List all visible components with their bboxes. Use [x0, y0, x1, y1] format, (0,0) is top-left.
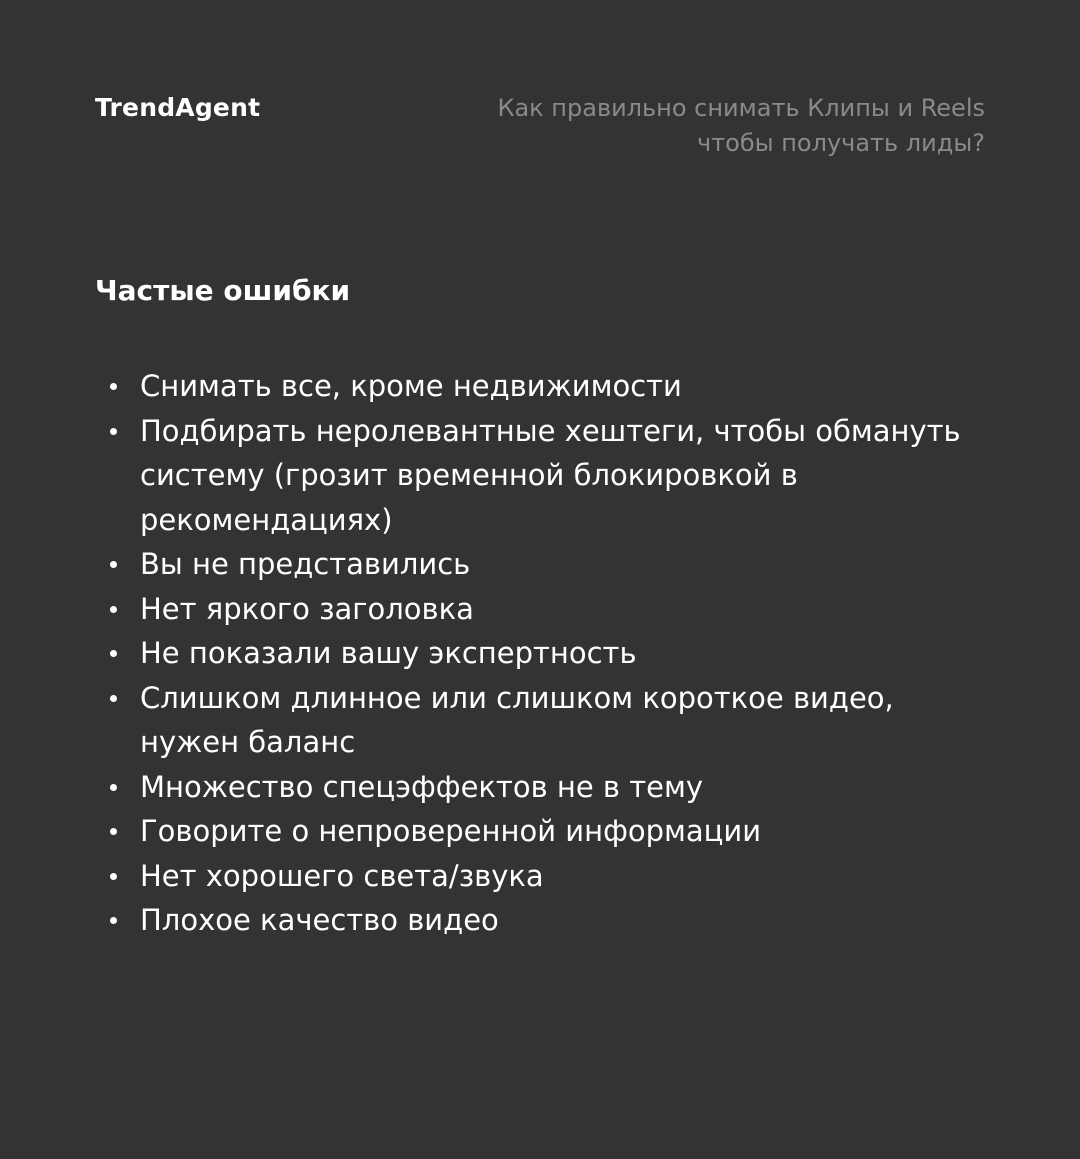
bullet-icon: [110, 873, 117, 880]
list-item-text: Множество спецэффектов не в тему: [140, 769, 703, 804]
list-item: [106, 809, 986, 854]
list-item: [106, 631, 986, 676]
list-item-text: Подбирать неролевантные хештеги, чтобы обмануть систему (грозит временной блокировкой в рекомендациях): [140, 413, 961, 537]
list-item-text: Плохое качество видео: [140, 903, 499, 937]
list-item: [106, 587, 986, 632]
list-item-text: Слишком длинное или слишком короткое видео, нужен баланс: [140, 680, 894, 759]
list-item-text: Не показали вашу экспертность: [140, 636, 637, 670]
list-item-text: Вы не представились: [140, 547, 471, 581]
list-item-text: Нет хорошего света/звука: [140, 858, 544, 893]
bullet-icon: [110, 428, 117, 435]
list-item: [106, 542, 986, 587]
list-item: [106, 364, 986, 409]
bullet-icon: [110, 695, 117, 702]
list-item: [106, 854, 986, 899]
bullet-icon: [110, 606, 117, 613]
mistakes-list: [106, 364, 986, 943]
list-item: [106, 765, 986, 810]
post-topic-line-2: чтобы получать лиды?: [697, 129, 985, 157]
bullet-icon: [110, 784, 117, 791]
list-item: [106, 898, 986, 943]
brand-logo: TrendAgent: [95, 93, 261, 122]
bullet-icon: [110, 650, 117, 657]
list-item-text: Снимать все, кроме недвижимости: [140, 369, 682, 403]
bullet-icon: [110, 561, 117, 568]
list-item: [106, 676, 986, 765]
bullet-icon: [110, 828, 117, 835]
post-topic: [385, 91, 985, 161]
bullet-icon: [110, 383, 117, 390]
list-item-text: Нет яркого заголовка: [140, 591, 474, 626]
list-item-text: Говорите о непроверенной информации: [140, 814, 762, 848]
bullet-icon: [110, 917, 117, 924]
list-item: [106, 409, 986, 543]
section-heading: Частые ошибки: [95, 274, 351, 307]
post-topic-line-1: Как правильно снимать Клипы и Reels: [497, 94, 985, 122]
